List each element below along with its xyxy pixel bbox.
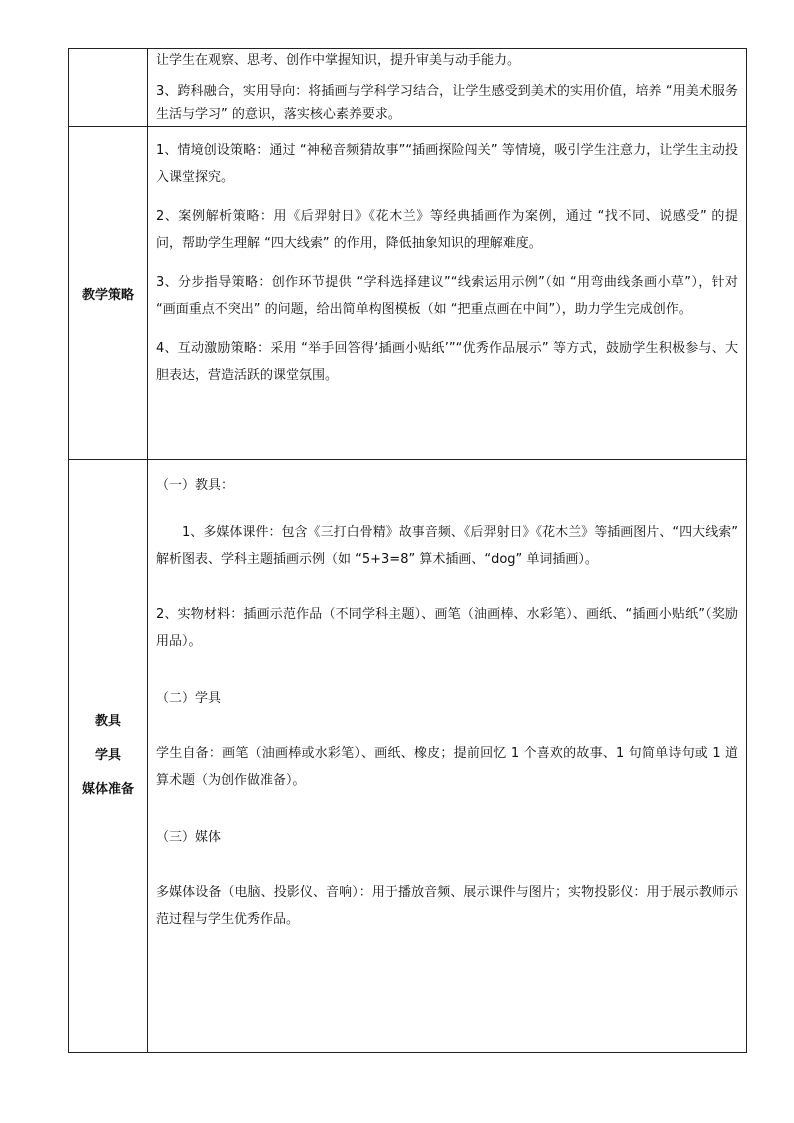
objective-text-line: 让学生在观察、思考、创作中掌握知识，提升审美与动手能力。 [156, 53, 521, 68]
materials-label-line: 教具 [94, 714, 121, 729]
section-heading-student-tools: （二）学具 [156, 691, 222, 706]
materials-label-cell [69, 460, 148, 1053]
materials-item-2: 2、实物材料：插画示范作品（不同学科主题）、画笔（油画棒、水彩笔）、画纸、“插画小贴纸”（奖励用品）。 [156, 607, 738, 649]
objective-item-3: 3、跨科融合，实用导向：将插画与学科学习结合，让学生感受到美术的实用价值，培养 “用美术服务生活与学习” 的意识，落实核心素养要求。 [156, 84, 738, 122]
strategy-item-2: 2、案例解析策略：用《后羿射日》《花木兰》等经典插画作为案例，通过 “找不同、说感受” 的提问，帮助学生理解 “四大线索” 的作用，降低抽象知识的理解难度。 [156, 209, 738, 251]
materials-label-line: 媒体准备 [81, 782, 134, 797]
table-row [69, 460, 747, 1053]
table-row [69, 127, 747, 460]
materials-item-1: 1、多媒体课件：包含《三打白骨精》故事音频、《后羿射日》《花木兰》等插画图片、“四大线索” 解析图表、学科主题插画示例（如 “5+3=8” 算术插画、“dog” 单词插画）。 [156, 525, 738, 567]
table-row [69, 49, 747, 127]
media-text: 多媒体设备（电脑、投影仪、音响）：用于播放音频、展示课件与图片；实物投影仪：用于展示教师示范过程与学生优秀作品。 [156, 885, 738, 927]
strategy-item-3: 3、分步指导策略：创作环节提供 “学科选择建议”“线索运用示例”（如 “用弯曲线条画小草”），针对 “画面重点不突出” 的问题，给出简单构图模板（如 “把重点画在中间”），助力学生完成创作。 [156, 275, 738, 317]
section-heading-teaching-aids: （一）教具： [156, 478, 235, 493]
lesson-plan-table [68, 48, 747, 1053]
materials-label [69, 712, 147, 800]
student-tools-text: 学生自备：画笔（油画棒或水彩笔）、画纸、橡皮；提前回忆 1 个喜欢的故事、1 句简单诗句或 1 道算术题（为创作做准备）。 [156, 746, 738, 788]
strategy-item-4: 4、互动激励策略：采用 “举手回答得‘插画小贴纸’”“优秀作品展示” 等方式，鼓励学生积极参与、大胆表达，营造活跃的课堂氛围。 [156, 341, 738, 383]
strategy-item-1: 1、情境创设策略：通过 “神秘音频猜故事”“插画探险闯关” 等情境，吸引学生注意力，让学生主动投入课堂探究。 [156, 143, 738, 185]
strategy-label: 教学策略 [69, 127, 148, 460]
materials-content-cell [148, 460, 747, 1053]
strategy-content-cell [148, 127, 747, 460]
empty-label-cell [69, 49, 148, 127]
materials-label-line: 学具 [94, 748, 121, 763]
objectives-content-cell [148, 49, 747, 127]
section-heading-media: （三）媒体 [156, 830, 222, 845]
